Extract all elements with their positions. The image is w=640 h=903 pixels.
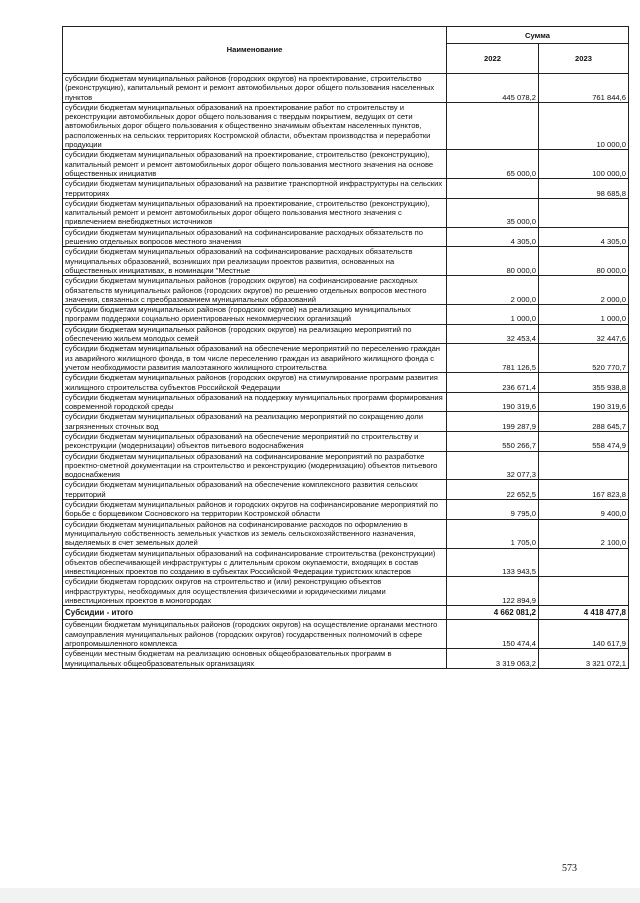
amount-2023: 80 000,0 [539, 247, 629, 276]
amount-2023: 3 321 072,1 [539, 649, 629, 669]
row-name: субсидии бюджетам муниципальных районов (городских округов) на проектирование, строительство (реконструкцию), капитальный ремонт и ремонт автомобильных дорог общего пользования населенных пунктов [63, 74, 447, 103]
table-row [63, 431, 629, 451]
amount-2022: 9 795,0 [447, 500, 539, 520]
amount-2023: 4 305,0 [539, 227, 629, 247]
table-row [63, 247, 629, 276]
table-row [63, 198, 629, 227]
row-name: субвенции местным бюджетам на реализацию основных общеобразовательных программ в муниципальных общеобразовательных организациях [63, 649, 447, 669]
amount-2022: 1 000,0 [447, 305, 539, 325]
row-name: субсидии бюджетам муниципальных образований на реализацию мероприятий по сокращению доли загрязненных сточных вод [63, 412, 447, 432]
amount-2023: 761 844,6 [539, 74, 629, 103]
table-row [63, 649, 629, 669]
amount-2023: 140 617,9 [539, 620, 629, 649]
amount-2023 [539, 451, 629, 480]
row-name: субсидии бюджетам муниципальных образований на обеспечение мероприятий по переселению граждан из аварийного жилищного фонда, в том числе переселению граждан из аварийного жилищного фонда с учетом необходимости развития малоэтажного жилищного строительства [63, 344, 447, 373]
row-name: субсидии бюджетам муниципальных образований на софинансирование расходных обязательств по решению отдельных вопросов местного значения [63, 227, 447, 247]
amount-2022: 4 662 081,2 [447, 606, 539, 620]
table-row [63, 373, 629, 393]
row-name: субсидии бюджетам муниципальных образований на проектирование, строительство (реконструкцию), капитальный ремонт и ремонт автомобильных дорог общего пользования местного значения на основе общественных инициатив [63, 150, 447, 179]
total-row [63, 606, 629, 620]
row-name: субсидии бюджетам муниципальных образований на софинансирование расходных обязательств муниципальных образований, возникших при реализации проектов развития, основанных на общественных инициативах, в номинации "Местные [63, 247, 447, 276]
row-name: субсидии бюджетам муниципальных образований на развитие транспортной инфраструктуры на сельских территориях [63, 179, 447, 199]
amount-2022: 150 474,4 [447, 620, 539, 649]
scan-bottom-strip [0, 888, 640, 903]
row-name: субсидии бюджетам муниципальных образований на проектирование работ по строительству и реконструкции автомобильных дорог общего пользования с твердым покрытием, ведущих от сети автомобильных дорог общего пользования к общественно значимым объектам населенных пунктов, расположенных на сельских территориях Костромской области, объектам производства и переработки продукции [63, 102, 447, 149]
table-row [63, 102, 629, 149]
amount-2023: 10 000,0 [539, 102, 629, 149]
table-row [63, 344, 629, 373]
amount-2023: 2 000,0 [539, 276, 629, 305]
amount-2023: 520 770,7 [539, 344, 629, 373]
amount-2022: 22 652,5 [447, 480, 539, 500]
row-name: субсидии бюджетам муниципальных образований на софинансирование мероприятий по разработке проектно-сметной документации на строительство и реконструкцию (модернизацию) объектов питьевого водоснабжения [63, 451, 447, 480]
amount-2023: 2 100,0 [539, 519, 629, 548]
amount-2022 [447, 179, 539, 199]
amount-2022: 65 000,0 [447, 150, 539, 179]
row-name: субсидии бюджетам муниципальных районов (городских округов) на реализацию мероприятий по обеспечению жильем молодых семей [63, 324, 447, 344]
amount-2022: 35 000,0 [447, 198, 539, 227]
table-row [63, 324, 629, 344]
amount-2023: 9 400,0 [539, 500, 629, 520]
amount-2022: 3 319 063,2 [447, 649, 539, 669]
budget-table-sheet [62, 26, 628, 669]
table-row [63, 305, 629, 325]
amount-2023: 100 000,0 [539, 150, 629, 179]
page-number: 573 [562, 863, 577, 874]
table-row [63, 548, 629, 577]
amount-2023: 288 645,7 [539, 412, 629, 432]
amount-2022 [447, 102, 539, 149]
table-row [63, 179, 629, 199]
amount-2022: 4 305,0 [447, 227, 539, 247]
table-row [63, 480, 629, 500]
amount-2023: 4 418 477,8 [539, 606, 629, 620]
amount-2022: 80 000,0 [447, 247, 539, 276]
table-row [63, 276, 629, 305]
amount-2023 [539, 548, 629, 577]
table-row [63, 412, 629, 432]
row-name: Субсидии - итого [63, 606, 447, 620]
amount-2023: 558 474,9 [539, 431, 629, 451]
amount-2022: 445 078,2 [447, 74, 539, 103]
amount-2023: 32 447,6 [539, 324, 629, 344]
table-row [63, 392, 629, 412]
table-row [63, 500, 629, 520]
amount-2022: 122 894,9 [447, 577, 539, 606]
amount-2023: 1 000,0 [539, 305, 629, 325]
amount-2023 [539, 577, 629, 606]
amount-2023: 98 685,8 [539, 179, 629, 199]
table-row [63, 577, 629, 606]
amount-2023 [539, 198, 629, 227]
amount-2023: 167 823,8 [539, 480, 629, 500]
row-name: субсидии бюджетам муниципальных образований на обеспечение мероприятий по строительству и реконструкции (модернизации) объектов питьевого водоснабжения [63, 431, 447, 451]
amount-2022: 1 705,0 [447, 519, 539, 548]
amount-2022: 199 287,9 [447, 412, 539, 432]
row-name: субсидии бюджетам городских округов на строительство и (или) реконструкцию объектов инфраструктуры, необходимых для осуществления физическими и юридическими лицами инвестиционных проектов в моногородах [63, 577, 447, 606]
row-name: субсидии бюджетам муниципальных образований на софинансирование строительства (реконструкции) объектов обеспечивающей инфраструктуры с длительным сроком окупаемости, входящих в состав инвестиционных проектов по созданию в субъектах Российской Федерации туристских кластеров [63, 548, 447, 577]
amount-2022: 32 077,3 [447, 451, 539, 480]
table-body [63, 74, 629, 669]
row-name: субсидии бюджетам муниципальных районов на софинансирование расходов по оформлению в муниципальную собственность земельных участков из земель сельскохозяйственного назначения, выделяемых в счет земельных долей [63, 519, 447, 548]
amount-2022: 133 943,5 [447, 548, 539, 577]
table-row [63, 519, 629, 548]
row-name: субсидии бюджетам муниципальных районов и городских округов на софинансирование мероприятий по борьбе с борщевиком Сосновского на территории Костромской области [63, 500, 447, 520]
header-year-2022: 2022 [447, 44, 539, 74]
row-name: субсидии бюджетам муниципальных образований на проектирование, строительство (реконструкцию), капитальный ремонт и ремонт автомобильных дорог общего пользования местного значения с привлечением внебюджетных источников [63, 198, 447, 227]
row-name: субвенции бюджетам муниципальных районов (городских округов) на осуществление органами местного самоуправления муниципальных районов (городских округов) государственных полномочий в сфере агропромышленного комплекса [63, 620, 447, 649]
row-name: субсидии бюджетам муниципальных образований на обеспечение комплексного развития сельских территорий [63, 480, 447, 500]
amount-2022: 2 000,0 [447, 276, 539, 305]
amount-2022: 190 319,6 [447, 392, 539, 412]
amount-2022: 32 453,4 [447, 324, 539, 344]
header-name: Наименование [63, 27, 447, 74]
table-row [63, 451, 629, 480]
header-year-2023: 2023 [539, 44, 629, 74]
amount-2022: 550 266,7 [447, 431, 539, 451]
header-sum: Сумма [447, 27, 629, 44]
row-name: субсидии бюджетам муниципальных районов (городских округов) на реализацию муниципальных программ поддержки социально ориентированных некоммерческих организаций [63, 305, 447, 325]
table-row [63, 227, 629, 247]
row-name: субсидии бюджетам муниципальных районов (городских округов) на софинансирование расходных обязательств муниципальных районов (городских округов) по решению отдельных вопросов местного значения, связанных с преобразованием муниципальных образований [63, 276, 447, 305]
subsidies-table [62, 26, 629, 669]
amount-2022: 236 671,4 [447, 373, 539, 393]
amount-2023: 355 938,8 [539, 373, 629, 393]
amount-2023: 190 319,6 [539, 392, 629, 412]
table-row [63, 74, 629, 103]
table-row [63, 620, 629, 649]
table-row [63, 150, 629, 179]
amount-2022: 781 126,5 [447, 344, 539, 373]
row-name: субсидии бюджетам муниципальных районов (городских округов) на стимулирование программ развития жилищного строительства субъектов Российской Федерации [63, 373, 447, 393]
row-name: субсидии бюджетам муниципальных образований на поддержку муниципальных программ формирования современной городской среды [63, 392, 447, 412]
